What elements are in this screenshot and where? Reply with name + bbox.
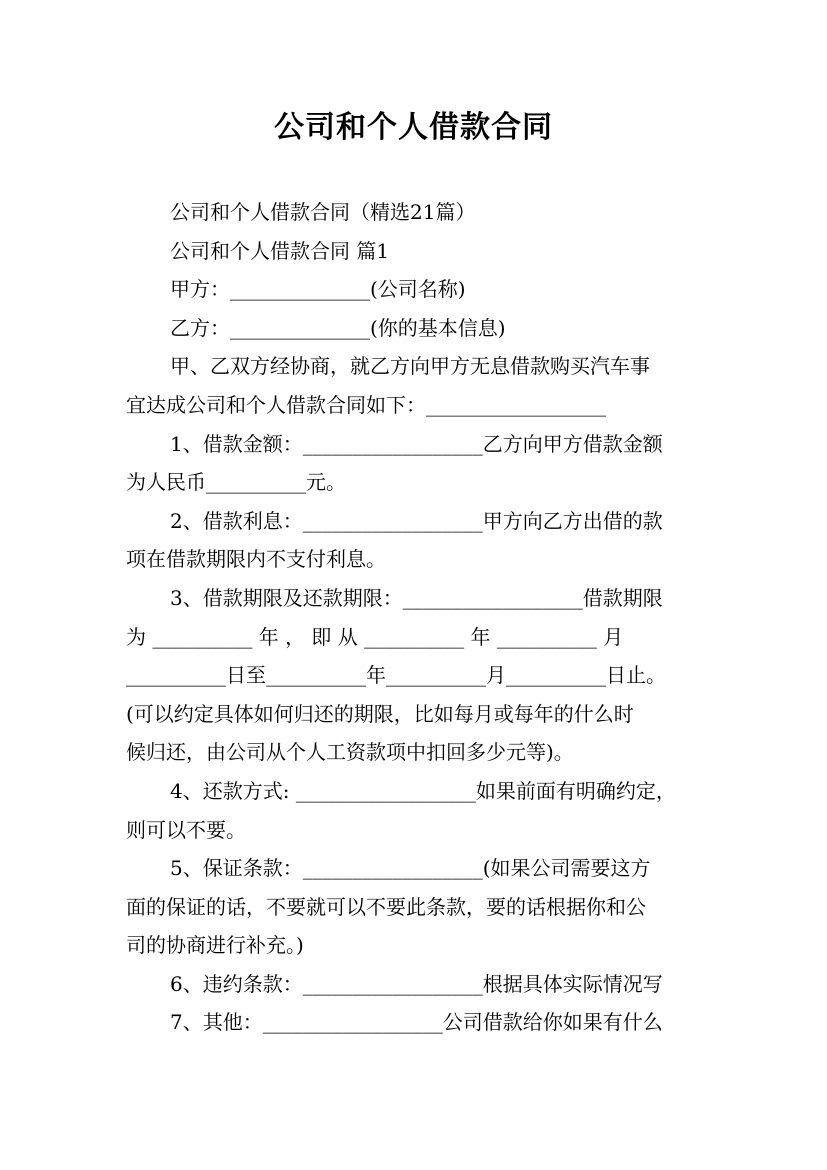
party-b-line: 乙方：______________(你的基本信息) bbox=[170, 315, 506, 340]
clause-4-line-1: 4、还款方式: __________________如果前面有明确约定， bbox=[170, 778, 676, 803]
document-body bbox=[126, 193, 704, 1042]
intro-line-2: 宜达成公司和个人借款合同如下：__________________ bbox=[126, 392, 606, 417]
clause-3-line-5: 候归还，由公司从个人工资款项中扣回多少元等)。 bbox=[126, 740, 574, 765]
clause-3-line-2: 为 __________ 年 ， 即 从 __________ 年 __________ 月 bbox=[126, 624, 624, 649]
clause-1-line-1: 1、借款金额：__________________乙方向甲方借款金额 bbox=[170, 431, 663, 456]
document-title: 公司和个人借款合同 bbox=[274, 110, 553, 145]
subtitle-line: 公司和个人借款合同（精选21篇） bbox=[170, 200, 476, 224]
clause-3-line-4: (可以约定具体如何归还的期限，比如每月或每年的什么时 bbox=[126, 701, 634, 726]
section-heading: 公司和个人借款合同 篇1 bbox=[170, 238, 390, 263]
clause-1-line-2: 为人民币__________元。 bbox=[126, 470, 346, 495]
intro-line-1: 甲、乙双方经协商，就乙方向甲方无息借款购买汽车事 bbox=[170, 354, 650, 379]
clause-4-line-2: 则可以不要。 bbox=[126, 817, 246, 842]
clause-2-line-2: 项在借款期限内不支付利息。 bbox=[126, 547, 386, 572]
clause-3-line-3: __________日至__________年__________月__________日止。 bbox=[126, 663, 666, 688]
party-a-line: 甲方：______________(公司名称) bbox=[170, 277, 466, 302]
clause-5-line-1: 5、保证条款：__________________(如果公司需要这方 bbox=[170, 856, 651, 881]
clause-6-line-1: 6、违约条款：__________________根据具体实际情况写 bbox=[170, 971, 663, 996]
clause-5-line-2: 面的保证的话，不要就可以不要此条款，要的话根据你和公 bbox=[126, 894, 646, 919]
clause-2-line-1: 2、借款利息：__________________甲方向乙方出借的款 bbox=[170, 508, 663, 533]
clause-7-line-1: 7、其他：__________________公司借款给你如果有什么 bbox=[170, 1010, 663, 1035]
clause-3-line-1: 3、借款期限及还款期限：__________________借款期限 bbox=[170, 585, 663, 610]
clause-5-line-3: 司的协商进行补充。) bbox=[126, 933, 304, 958]
